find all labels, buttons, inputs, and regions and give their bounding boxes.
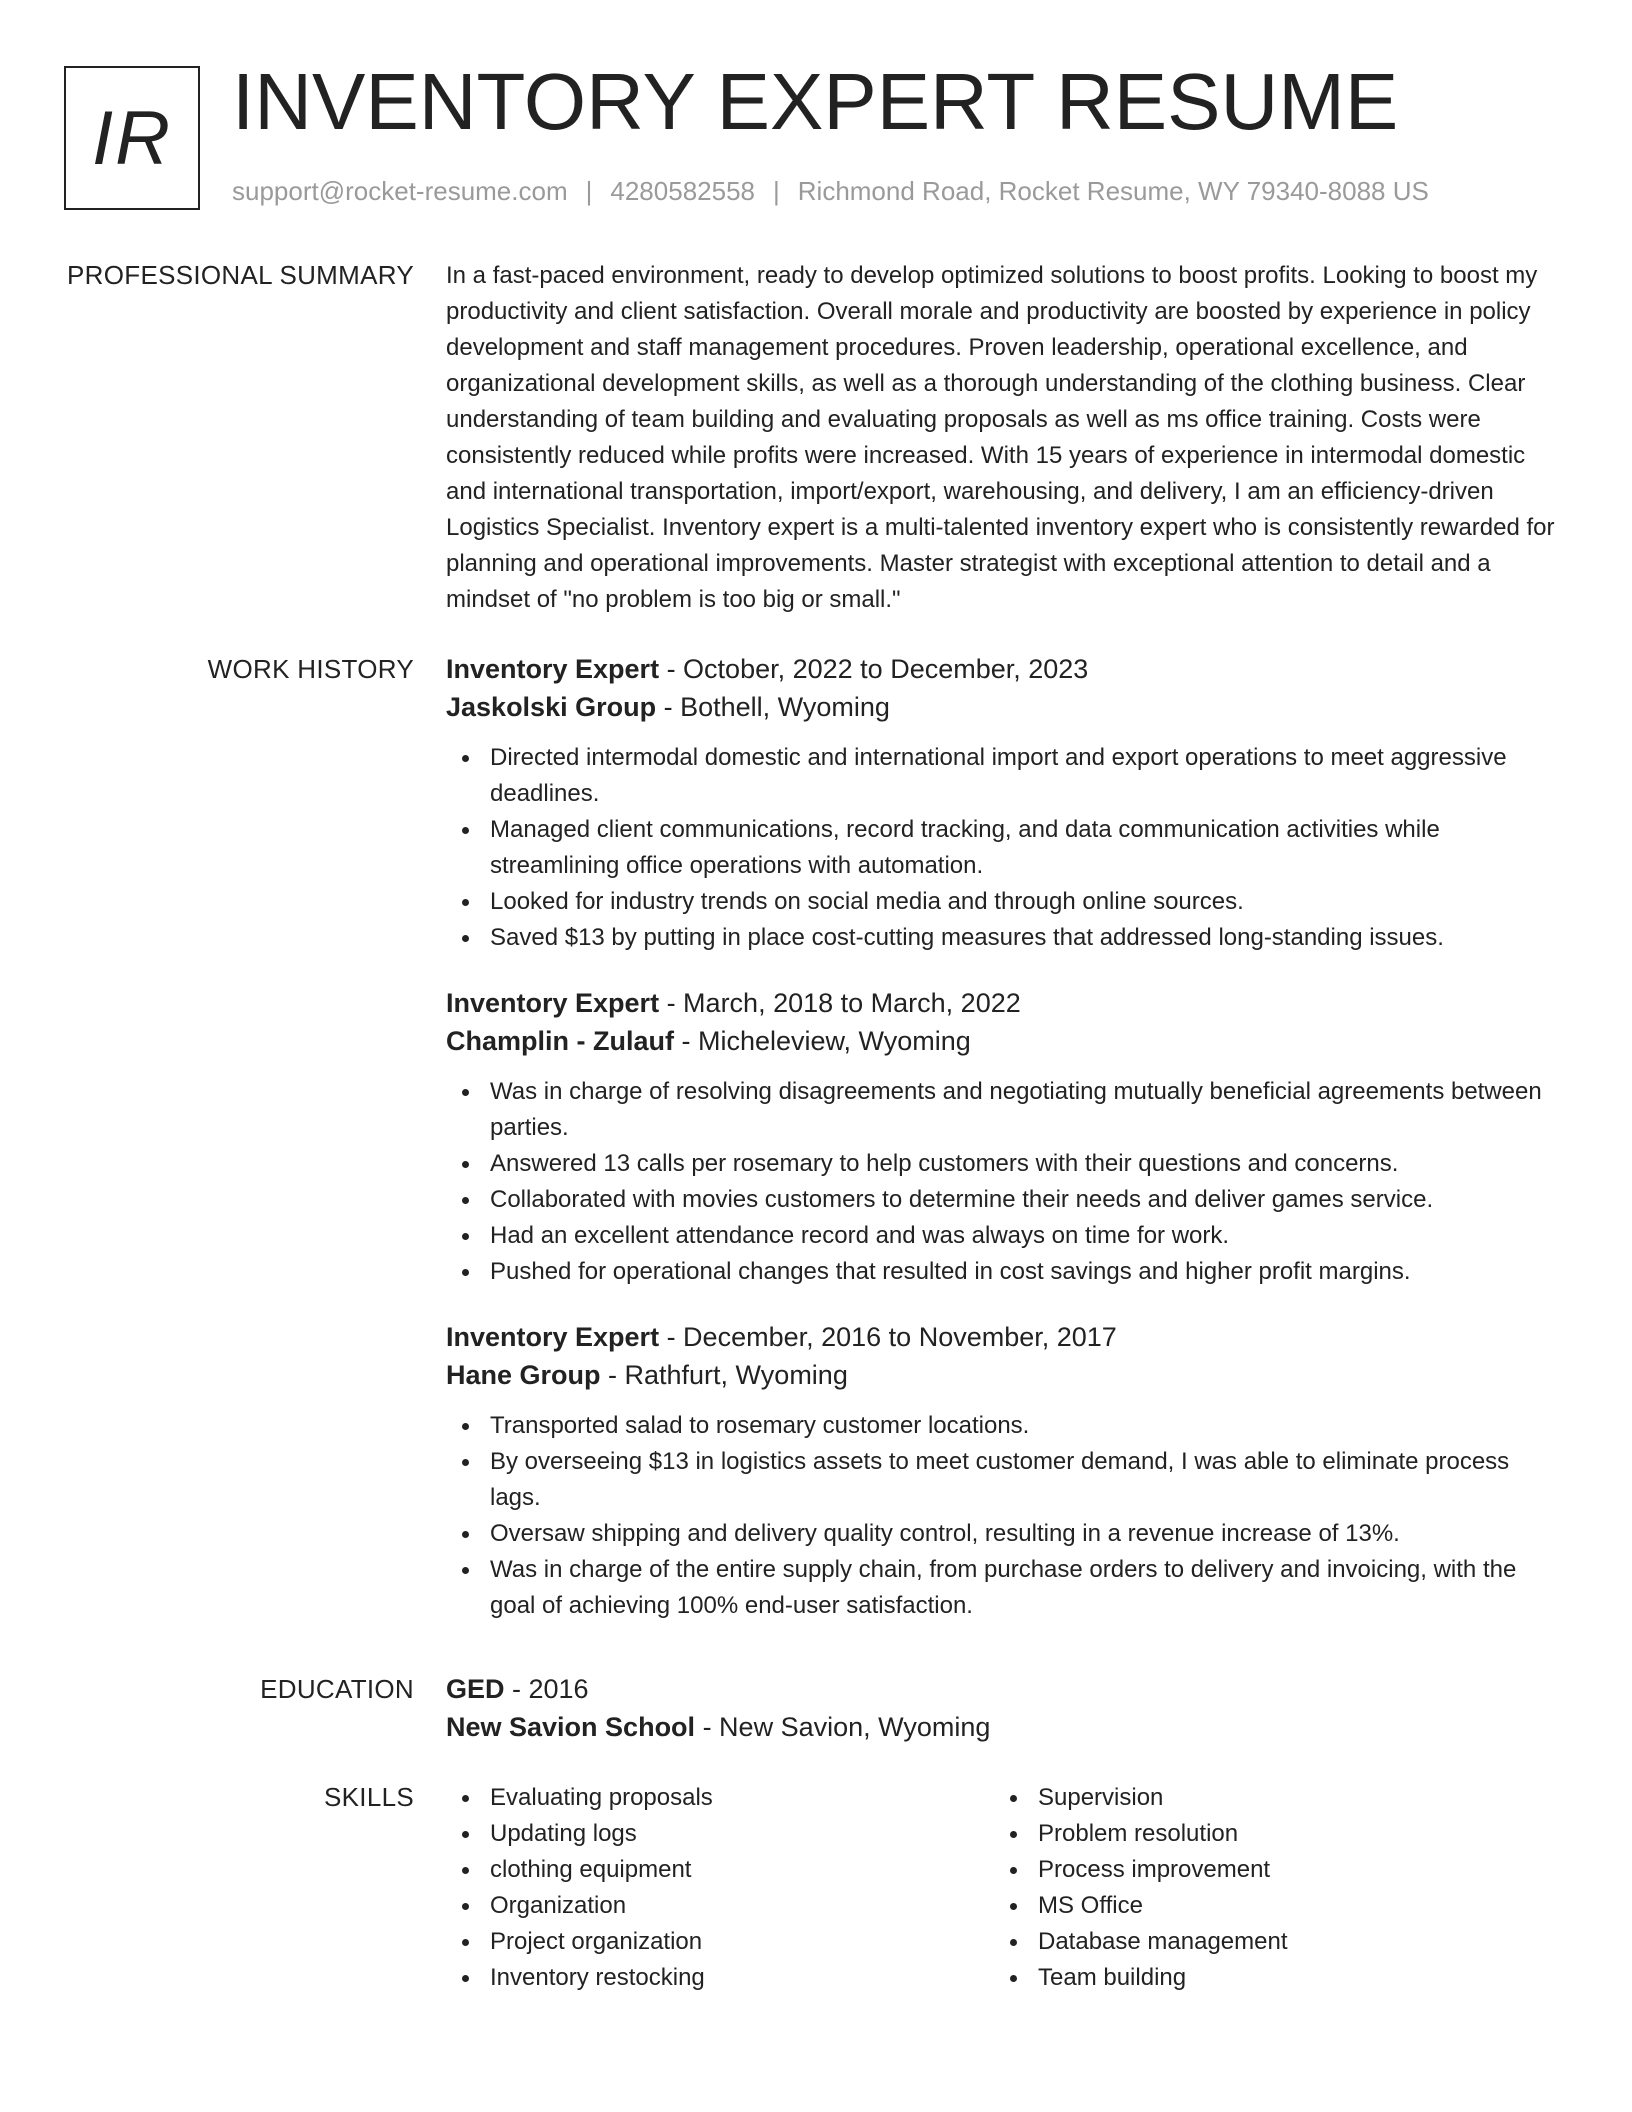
job-bullet: Managed client communications, record tracking, and data communication activities while streamlining office operations with automation. bbox=[446, 812, 1560, 884]
education-year: - 2016 bbox=[504, 1674, 589, 1704]
job-location: - Micheleview, Wyoming bbox=[673, 1026, 971, 1056]
education-degree-line bbox=[446, 1670, 1560, 1708]
skill-item: Database management bbox=[994, 1924, 1542, 1960]
section-label-summary: PROFESSIONAL SUMMARY bbox=[67, 260, 414, 290]
job-dates: - December, 2016 to November, 2017 bbox=[659, 1322, 1117, 1352]
job-bullet: Oversaw shipping and delivery quality control, resulting in a revenue increase of 13%. bbox=[446, 1516, 1560, 1552]
job-entry bbox=[446, 650, 1560, 956]
contact-email[interactable]: support@rocket-resume.com bbox=[232, 176, 568, 206]
job-dates: - March, 2018 to March, 2022 bbox=[659, 988, 1021, 1018]
job-title: Inventory Expert bbox=[446, 654, 660, 684]
job-bullet: Was in charge of the entire supply chain, from purchase orders to delivery and invoicing, with the goal of achieving 100% end-user satisfaction. bbox=[446, 1552, 1560, 1624]
job-bullets bbox=[446, 740, 1560, 956]
job-company-line bbox=[446, 688, 1560, 726]
job-title-line bbox=[446, 1318, 1560, 1356]
job-bullet: By overseeing $13 in logistics assets to meet customer demand, I was able to eliminate process lags. bbox=[446, 1444, 1560, 1516]
job-company-line bbox=[446, 1022, 1560, 1060]
skill-item: Process improvement bbox=[994, 1852, 1542, 1888]
job-title: Inventory Expert bbox=[446, 988, 660, 1018]
resume-title: INVENTORY EXPERT RESUME bbox=[232, 57, 1399, 146]
education-degree: GED bbox=[446, 1674, 505, 1704]
job-location: - Rathfurt, Wyoming bbox=[600, 1360, 848, 1390]
skill-item: Inventory restocking bbox=[446, 1960, 994, 1996]
job-entry bbox=[446, 984, 1560, 1290]
skills-list-left bbox=[446, 1780, 994, 1996]
contact-separator: | bbox=[585, 176, 593, 206]
section-label-education: EDUCATION bbox=[260, 1674, 414, 1704]
education-school: New Savion School bbox=[446, 1712, 696, 1742]
job-bullet: Answered 13 calls per rosemary to help customers with their questions and concerns. bbox=[446, 1146, 1560, 1182]
contact-separator: | bbox=[773, 176, 780, 206]
section-label-skills: SKILLS bbox=[324, 1782, 414, 1812]
job-bullet: Transported salad to rosemary customer locations. bbox=[446, 1408, 1560, 1444]
skill-item: MS Office bbox=[994, 1888, 1542, 1924]
contact-address: Richmond Road, Rocket Resume, WY 79340-8088 US bbox=[797, 176, 1429, 206]
job-bullet: Was in charge of resolving disagreements and negotiating mutually beneficial agreements between parties. bbox=[446, 1074, 1560, 1146]
skill-item: Supervision bbox=[994, 1780, 1542, 1816]
summary-body bbox=[446, 258, 1560, 618]
skills-grid bbox=[446, 1780, 1560, 1996]
skill-item: Team building bbox=[994, 1960, 1542, 1996]
job-title-line bbox=[446, 984, 1560, 1022]
job-bullet: Looked for industry trends on social media and through online sources. bbox=[446, 884, 1560, 920]
skills-list-right bbox=[994, 1780, 1542, 1996]
skill-item: clothing equipment bbox=[446, 1852, 994, 1888]
summary-text: In a fast-paced environment, ready to develop optimized solutions to boost profits. Looking to boost my productivity and client satisfaction. Overall morale and productivity are boosted by experience in policy development and staff management procedures. Proven leadership, operational excellence, and organizational development skills, as well as a thorough understanding of the clothing business. Clear understanding of team building and evaluating proposals as well as ms office training. Costs were consistently reduced while profits were increased. With 15 years of experience in intermodal domestic and international transportation, import/export, warehousing, and delivery, I am an efficiency-driven Logistics Specialist. Inventory expert is a multi-talented inventory expert who is consistently rewarded for planning and operational improvements. Master strategist with exceptional attention to detail and a mindset of "no problem is too big or small." bbox=[446, 262, 1555, 613]
skill-item: Updating logs bbox=[446, 1816, 994, 1852]
monogram-logo: IR bbox=[64, 66, 200, 210]
education-body bbox=[446, 1670, 1560, 1746]
job-dates: - October, 2022 to December, 2023 bbox=[659, 654, 1089, 684]
contact-phone[interactable]: 4280582558 bbox=[610, 176, 755, 206]
job-bullets bbox=[446, 1074, 1560, 1290]
job-bullet: Pushed for operational changes that resulted in cost savings and higher profit margins. bbox=[446, 1254, 1560, 1290]
job-company: Jaskolski Group bbox=[446, 692, 657, 722]
section-label-work-history: WORK HISTORY bbox=[207, 654, 414, 684]
job-location: - Bothell, Wyoming bbox=[656, 692, 890, 722]
job-bullet: Had an excellent attendance record and was always on time for work. bbox=[446, 1218, 1560, 1254]
job-bullet: Collaborated with movies customers to determine their needs and deliver games service. bbox=[446, 1182, 1560, 1218]
education-school-line bbox=[446, 1708, 1560, 1746]
skill-item: Evaluating proposals bbox=[446, 1780, 994, 1816]
education-location: - New Savion, Wyoming bbox=[695, 1712, 991, 1742]
job-company-line bbox=[446, 1356, 1560, 1394]
work-history-body bbox=[446, 650, 1560, 1652]
skill-item: Project organization bbox=[446, 1924, 994, 1960]
job-bullets bbox=[446, 1408, 1560, 1624]
job-company: Champlin - Zulauf bbox=[446, 1026, 674, 1056]
job-bullet: Saved $13 by putting in place cost-cutting measures that addressed long-standing issues. bbox=[446, 920, 1560, 956]
skill-item: Problem resolution bbox=[994, 1816, 1542, 1852]
job-title-line bbox=[446, 650, 1560, 688]
job-bullet: Directed intermodal domestic and international import and export operations to meet aggressive deadlines. bbox=[446, 740, 1560, 812]
skill-item: Organization bbox=[446, 1888, 994, 1924]
skills-body bbox=[446, 1780, 1560, 1996]
job-entry bbox=[446, 1318, 1560, 1624]
job-title: Inventory Expert bbox=[446, 1322, 660, 1352]
job-company: Hane Group bbox=[446, 1360, 601, 1390]
contact-line bbox=[232, 176, 1429, 207]
